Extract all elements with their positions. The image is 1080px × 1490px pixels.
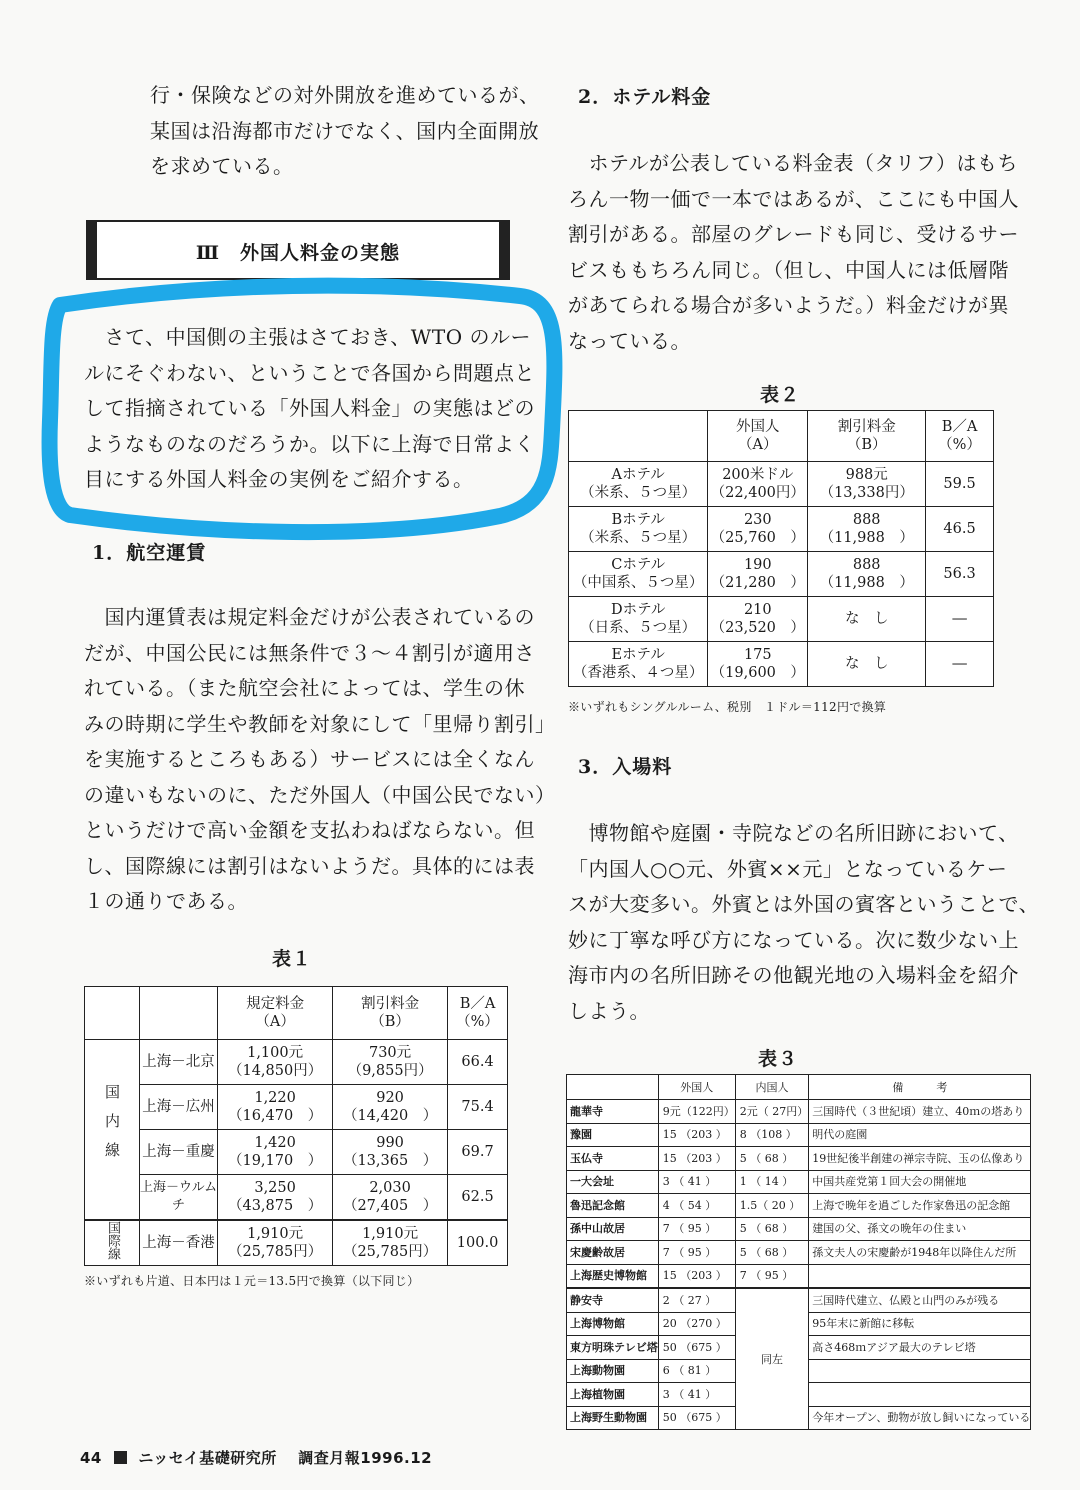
t1-group-domestic: 国内線 — [85, 1040, 140, 1221]
footer-square-icon — [114, 1451, 127, 1464]
t1-group-international: 国際線 — [85, 1220, 140, 1266]
table-2-caption: 表２ — [760, 384, 801, 406]
table-row: 国内線 上海－北京 1,100元 （14,850円） 730元 （9,855円） 66.4 — [85, 1040, 508, 1085]
t2-header-ratio: B／A （%） — [926, 411, 994, 462]
table-row: 静安寺 2 （ 27 ） 同左 三国時代建立、仏殿と山門のみが残る — [567, 1288, 1031, 1312]
table-row: 魯迅記念館 4 （ 54 ） 1.5（ 20 ） 上海で晩年を過ごした作家魯迅の記念館 — [567, 1194, 1031, 1218]
table-row: 一大会址 3 （ 41 ） 1 （ 14 ） 中国共産党第１回大会の開催地 — [567, 1170, 1031, 1194]
table-1 — [84, 986, 508, 1266]
table-row: 上海－重慶 1,420 （19,170 ） 990 （13,365 ） 69.7 — [85, 1130, 508, 1175]
table-row: 上海－ウルムチ 3,250 （43,875 ） 2,030 （27,405 ） 62.5 — [85, 1175, 508, 1221]
table-row: 玉仏寺 15 （203 ） 5 （ 68 ） 19世紀後半創建の禅宗寺院、玉の仏像あり — [567, 1147, 1031, 1171]
table-row: 宋慶齢故居 7 （ 95 ） 5 （ 68 ） 孫文夫人の宋慶齢が1948年以降住んだ所 — [567, 1241, 1031, 1265]
subsection-1-paragraph: 国内運賃表は規定料金だけが公表されているの だが、中国公民には無条件で３～４割引が適用さ れている。（また航空会社によっては、学生の休 みの時期に学生や教師を対象にして「里帰り割引」 を実施するところもある）サービスには全くなん の違いもないのに、ただ外国人（中国公民でない） というだけで高い金額を支払わねばならない。但 し、国際線には割引はないようだ。具体的には表 １の通りである。 — [84, 605, 556, 913]
t1-header-b: 割引料金 （B） — [333, 987, 448, 1040]
table-3-caption: 表３ — [758, 1048, 799, 1070]
footer-issue: 調査月報1996.12 — [298, 1449, 433, 1467]
table-row: Dホテル （日系、５つ星） 210 （23,520 ） な し ― — [569, 597, 994, 642]
table-row: 上海動物園 6 （ 81 ） — [567, 1359, 1031, 1383]
subsection-1-title: 1．航空運賃 — [92, 542, 207, 564]
table-row: 龍華寺 9元（122円） 2元（ 27円） 三国時代（３世紀頃）建立、40ｍの塔あり — [567, 1100, 1031, 1124]
table-row: 孫中山故居 7 （ 95 ） 5 （ 68 ） 建国の父、孫文の晩年の住まい — [567, 1217, 1031, 1241]
section-title: Ⅲ 外国人料金の実態 — [195, 242, 401, 264]
table-row: 上海博物館 20 （270 ） 95年末に新館に移転 — [567, 1312, 1031, 1336]
table-row: 上海－広州 1,220 （16,470 ） 920 （14,420 ） 75.4 — [85, 1085, 508, 1130]
t3-same-as-left: 同左 — [735, 1288, 809, 1430]
t3-header-note: 備 考 — [809, 1075, 1031, 1100]
footer-organization: ニッセイ基礎研究所 — [138, 1449, 277, 1467]
subsection-3-paragraph: 博物館や庭園・寺院などの名所旧跡において、 「内国人○○元、外賓××元」となっているケー スが大変多い。外賓とは外国の賓客ということで、 妙に丁寧な呼び方になっている。次に数少ない上 海市内の名所旧跡その他観光地の入場料金を紹介 しよう。 — [568, 821, 1040, 1023]
table-row: Cホテル （中国系、５つ星） 190 （21,280 ） 888 （11,988 ） 56.3 — [569, 552, 994, 597]
table-row: Aホテル （米系、５つ星） 200米ドル （22,400円） 988元 （13,338円） 59.5 — [569, 462, 994, 507]
t2-header-b: 割引料金 （B） — [808, 411, 926, 462]
t2-header-a: 外国人 （A） — [708, 411, 808, 462]
t3-header-foreign: 外国人 — [658, 1075, 735, 1100]
t3-header-domestic: 内国人 — [735, 1075, 809, 1100]
table-1-caption: 表１ — [272, 948, 313, 970]
subsection-2-paragraph: ホテルが公表している料金表（タリフ）はもち ろん一物一価で一本ではあるが、ここにも中国人 割引がある。部屋のグレードも同じ、受けるサー ビスももちろん同じ。（但し、中国人には低層階 があてられる場合が多いようだ。）料金だけが異 なっている。 — [568, 151, 1019, 353]
table-row: 上海歴史博物館 15 （203 ） 7 （ 95 ） — [567, 1264, 1031, 1288]
table-row: 東方明珠テレビ塔 50 （675 ） 高さ468ｍアジア最大のテレビ塔 — [567, 1336, 1031, 1360]
table-row: Eホテル （香港系、４つ星） 175 （19,600 ） な し ― — [569, 642, 994, 687]
t1-header-ratio: B／A （%） — [448, 987, 508, 1040]
table-3-header — [567, 1075, 1031, 1100]
table-row: Bホテル （米系、５つ星） 230 （25,760 ） 888 （11,988 ） 46.5 — [569, 507, 994, 552]
table-row: 上海植物園 3 （ 41 ） — [567, 1383, 1031, 1407]
t1-header-a: 規定料金 （A） — [218, 987, 333, 1040]
table-1-note: ※いずれも片道、日本円は１元＝13.5円で換算（以下同じ） — [84, 1274, 420, 1288]
table-2-header — [569, 411, 994, 462]
table-2 — [568, 410, 994, 687]
section-title-box — [86, 220, 510, 280]
table-3 — [566, 1074, 1031, 1430]
page-footer — [80, 1447, 432, 1468]
subsection-2-title: 2．ホテル料金 — [578, 86, 712, 108]
page-number: 44 — [80, 1449, 102, 1467]
table-2-note: ※いずれもシングルルーム、税別 １ドル＝112円で換算 — [568, 700, 887, 714]
table-row: 国際線 上海－香港 1,910元 （25,785円） 1,910元 （25,785円） 100.0 — [85, 1220, 508, 1266]
section-paragraph: さて、中国側の主張はさておき、WTO のルー ルにそぐわない、ということで各国から問題点と して指摘されている「外国人料金」の実態はどの ようなものなのだろうか。以下に上海で日常よく 目にする外国人料金の実例をご紹介する。 — [84, 325, 535, 491]
table-row: 上海野生動物園 50 （675 ） 今年オープン、動物が放し飼いになっている — [567, 1406, 1031, 1430]
intro-paragraph: 行・保険などの対外開放を進めているが、 某国は沿海都市だけでなく、国内全面開放 を求めている。 — [150, 83, 540, 178]
subsection-3-title: 3．入場料 — [578, 756, 673, 778]
table-1-header — [85, 987, 508, 1040]
table-row: 豫園 15 （203 ） 8 （108 ） 明代の庭園 — [567, 1123, 1031, 1147]
